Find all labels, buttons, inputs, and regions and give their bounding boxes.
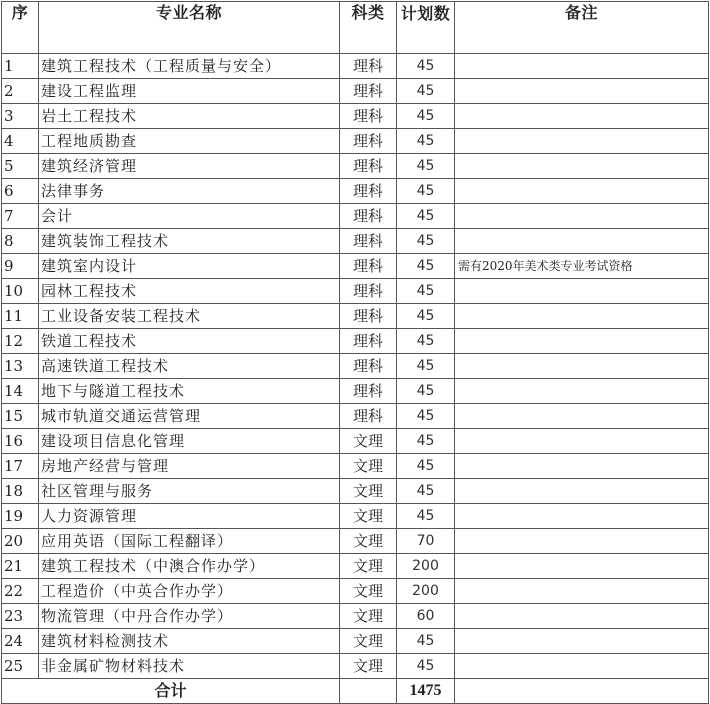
note-cell: 需有2020年美术类专业考试资格 bbox=[455, 254, 709, 279]
subject-cell: 文理 bbox=[340, 529, 397, 554]
seq-cell: 3 bbox=[2, 104, 39, 129]
subject-cell: 文理 bbox=[340, 479, 397, 504]
total-note-empty bbox=[455, 679, 709, 704]
table-row bbox=[2, 629, 709, 654]
subject-cell: 文理 bbox=[340, 504, 397, 529]
seq-cell: 16 bbox=[2, 429, 39, 454]
subject-cell: 理科 bbox=[340, 179, 397, 204]
table-row bbox=[2, 429, 709, 454]
plan-cell: 45 bbox=[397, 104, 455, 129]
seq-cell: 4 bbox=[2, 129, 39, 154]
plan-cell: 45 bbox=[397, 54, 455, 79]
table-row bbox=[2, 504, 709, 529]
subject-cell: 理科 bbox=[340, 279, 397, 304]
plan-cell: 60 bbox=[397, 604, 455, 629]
major-cell: 房地产经营与管理 bbox=[39, 454, 340, 479]
plan-cell: 45 bbox=[397, 379, 455, 404]
plan-cell: 200 bbox=[397, 554, 455, 579]
note-cell bbox=[455, 379, 709, 404]
plan-cell: 45 bbox=[397, 629, 455, 654]
subject-cell: 文理 bbox=[340, 554, 397, 579]
table-row bbox=[2, 654, 709, 679]
note-cell bbox=[455, 579, 709, 604]
note-cell bbox=[455, 104, 709, 129]
subject-cell: 理科 bbox=[340, 354, 397, 379]
major-cell: 建筑材料检测技术 bbox=[39, 629, 340, 654]
seq-cell: 6 bbox=[2, 179, 39, 204]
note-cell bbox=[455, 179, 709, 204]
plan-cell: 45 bbox=[397, 454, 455, 479]
table-row bbox=[2, 579, 709, 604]
seq-cell: 5 bbox=[2, 154, 39, 179]
subject-cell: 理科 bbox=[340, 104, 397, 129]
plan-cell: 45 bbox=[397, 229, 455, 254]
seq-cell: 12 bbox=[2, 329, 39, 354]
major-cell: 铁道工程技术 bbox=[39, 329, 340, 354]
plan-cell: 45 bbox=[397, 129, 455, 154]
table-row bbox=[2, 54, 709, 79]
plan-cell: 45 bbox=[397, 154, 455, 179]
table-row bbox=[2, 379, 709, 404]
major-cell: 建筑工程技术（中澳合作办学） bbox=[39, 554, 340, 579]
total-value: 1475 bbox=[397, 679, 455, 704]
seq-cell: 7 bbox=[2, 204, 39, 229]
note-cell bbox=[455, 154, 709, 179]
major-cell: 建设工程监理 bbox=[39, 79, 340, 104]
note-cell bbox=[455, 429, 709, 454]
major-cell: 应用英语（国际工程翻译） bbox=[39, 529, 340, 554]
plan-cell: 45 bbox=[397, 354, 455, 379]
major-cell: 建筑装饰工程技术 bbox=[39, 229, 340, 254]
seq-cell: 24 bbox=[2, 629, 39, 654]
table-row bbox=[2, 554, 709, 579]
table-row bbox=[2, 529, 709, 554]
table-row bbox=[2, 204, 709, 229]
subject-cell: 理科 bbox=[340, 154, 397, 179]
note-cell bbox=[455, 604, 709, 629]
note-cell bbox=[455, 404, 709, 429]
seq-cell: 20 bbox=[2, 529, 39, 554]
note-cell bbox=[455, 479, 709, 504]
seq-cell: 10 bbox=[2, 279, 39, 304]
table-row bbox=[2, 129, 709, 154]
seq-cell: 17 bbox=[2, 454, 39, 479]
plan-cell: 200 bbox=[397, 579, 455, 604]
header-row bbox=[2, 2, 709, 54]
note-cell bbox=[455, 354, 709, 379]
plan-cell: 70 bbox=[397, 529, 455, 554]
subject-cell: 文理 bbox=[340, 654, 397, 679]
major-cell: 人力资源管理 bbox=[39, 504, 340, 529]
plan-cell: 45 bbox=[397, 479, 455, 504]
plan-cell: 45 bbox=[397, 429, 455, 454]
enrollment-plan-table bbox=[1, 1, 709, 704]
table-row bbox=[2, 354, 709, 379]
major-cell: 法律事务 bbox=[39, 179, 340, 204]
note-cell bbox=[455, 279, 709, 304]
subject-cell: 理科 bbox=[340, 229, 397, 254]
subject-cell: 理科 bbox=[340, 204, 397, 229]
seq-cell: 2 bbox=[2, 79, 39, 104]
note-cell bbox=[455, 304, 709, 329]
seq-cell: 14 bbox=[2, 379, 39, 404]
header-subject: 科类 bbox=[340, 2, 397, 54]
plan-cell: 45 bbox=[397, 79, 455, 104]
note-cell bbox=[455, 629, 709, 654]
seq-cell: 15 bbox=[2, 404, 39, 429]
seq-cell: 8 bbox=[2, 229, 39, 254]
subject-cell: 文理 bbox=[340, 579, 397, 604]
header-plan: 计划数 bbox=[397, 2, 455, 54]
table-row bbox=[2, 104, 709, 129]
total-label: 合计 bbox=[2, 679, 340, 704]
note-cell bbox=[455, 529, 709, 554]
header-major: 专业名称 bbox=[39, 2, 340, 54]
note-cell bbox=[455, 54, 709, 79]
subject-cell: 理科 bbox=[340, 79, 397, 104]
header-note: 备注 bbox=[455, 2, 709, 54]
plan-cell: 45 bbox=[397, 279, 455, 304]
major-cell: 地下与隧道工程技术 bbox=[39, 379, 340, 404]
plan-cell: 45 bbox=[397, 204, 455, 229]
note-cell bbox=[455, 204, 709, 229]
major-cell: 工程地质勘查 bbox=[39, 129, 340, 154]
major-cell: 建筑经济管理 bbox=[39, 154, 340, 179]
subject-cell: 理科 bbox=[340, 379, 397, 404]
seq-cell: 9 bbox=[2, 254, 39, 279]
note-cell bbox=[455, 654, 709, 679]
major-cell: 工程造价（中英合作办学） bbox=[39, 579, 340, 604]
table-row bbox=[2, 229, 709, 254]
subject-cell: 文理 bbox=[340, 604, 397, 629]
note-cell bbox=[455, 129, 709, 154]
seq-cell: 22 bbox=[2, 579, 39, 604]
table-row bbox=[2, 79, 709, 104]
table-row bbox=[2, 154, 709, 179]
plan-cell: 45 bbox=[397, 504, 455, 529]
seq-cell: 19 bbox=[2, 504, 39, 529]
major-cell: 园林工程技术 bbox=[39, 279, 340, 304]
seq-cell: 21 bbox=[2, 554, 39, 579]
table-row bbox=[2, 304, 709, 329]
major-cell: 城市轨道交通运营管理 bbox=[39, 404, 340, 429]
note-cell bbox=[455, 329, 709, 354]
table-row bbox=[2, 179, 709, 204]
note-cell bbox=[455, 229, 709, 254]
major-cell: 非金属矿物材料技术 bbox=[39, 654, 340, 679]
seq-cell: 25 bbox=[2, 654, 39, 679]
subject-cell: 文理 bbox=[340, 454, 397, 479]
major-cell: 会计 bbox=[39, 204, 340, 229]
plan-cell: 45 bbox=[397, 654, 455, 679]
total-row bbox=[2, 679, 709, 704]
note-cell bbox=[455, 79, 709, 104]
table-row bbox=[2, 479, 709, 504]
plan-cell: 45 bbox=[397, 304, 455, 329]
total-subject-empty bbox=[340, 679, 397, 704]
seq-cell: 1 bbox=[2, 54, 39, 79]
major-cell: 岩土工程技术 bbox=[39, 104, 340, 129]
plan-cell: 45 bbox=[397, 179, 455, 204]
subject-cell: 文理 bbox=[340, 629, 397, 654]
seq-cell: 23 bbox=[2, 604, 39, 629]
major-cell: 工业设备安装工程技术 bbox=[39, 304, 340, 329]
note-cell bbox=[455, 504, 709, 529]
plan-cell: 45 bbox=[397, 254, 455, 279]
subject-cell: 理科 bbox=[340, 404, 397, 429]
subject-cell: 理科 bbox=[340, 54, 397, 79]
table-row bbox=[2, 404, 709, 429]
major-cell: 物流管理（中丹合作办学） bbox=[39, 604, 340, 629]
subject-cell: 理科 bbox=[340, 304, 397, 329]
subject-cell: 理科 bbox=[340, 329, 397, 354]
subject-cell: 文理 bbox=[340, 429, 397, 454]
note-cell bbox=[455, 554, 709, 579]
note-cell bbox=[455, 454, 709, 479]
major-cell: 社区管理与服务 bbox=[39, 479, 340, 504]
header-seq: 序 bbox=[2, 2, 39, 54]
seq-cell: 13 bbox=[2, 354, 39, 379]
subject-cell: 理科 bbox=[340, 129, 397, 154]
table-row bbox=[2, 254, 709, 279]
major-cell: 高速铁道工程技术 bbox=[39, 354, 340, 379]
major-cell: 建筑室内设计 bbox=[39, 254, 340, 279]
table-row bbox=[2, 329, 709, 354]
table-row bbox=[2, 604, 709, 629]
seq-cell: 11 bbox=[2, 304, 39, 329]
table-row bbox=[2, 454, 709, 479]
plan-cell: 45 bbox=[397, 404, 455, 429]
plan-cell: 45 bbox=[397, 329, 455, 354]
major-cell: 建筑工程技术（工程质量与安全） bbox=[39, 54, 340, 79]
table-row bbox=[2, 279, 709, 304]
subject-cell: 理科 bbox=[340, 254, 397, 279]
major-cell: 建设项目信息化管理 bbox=[39, 429, 340, 454]
seq-cell: 18 bbox=[2, 479, 39, 504]
